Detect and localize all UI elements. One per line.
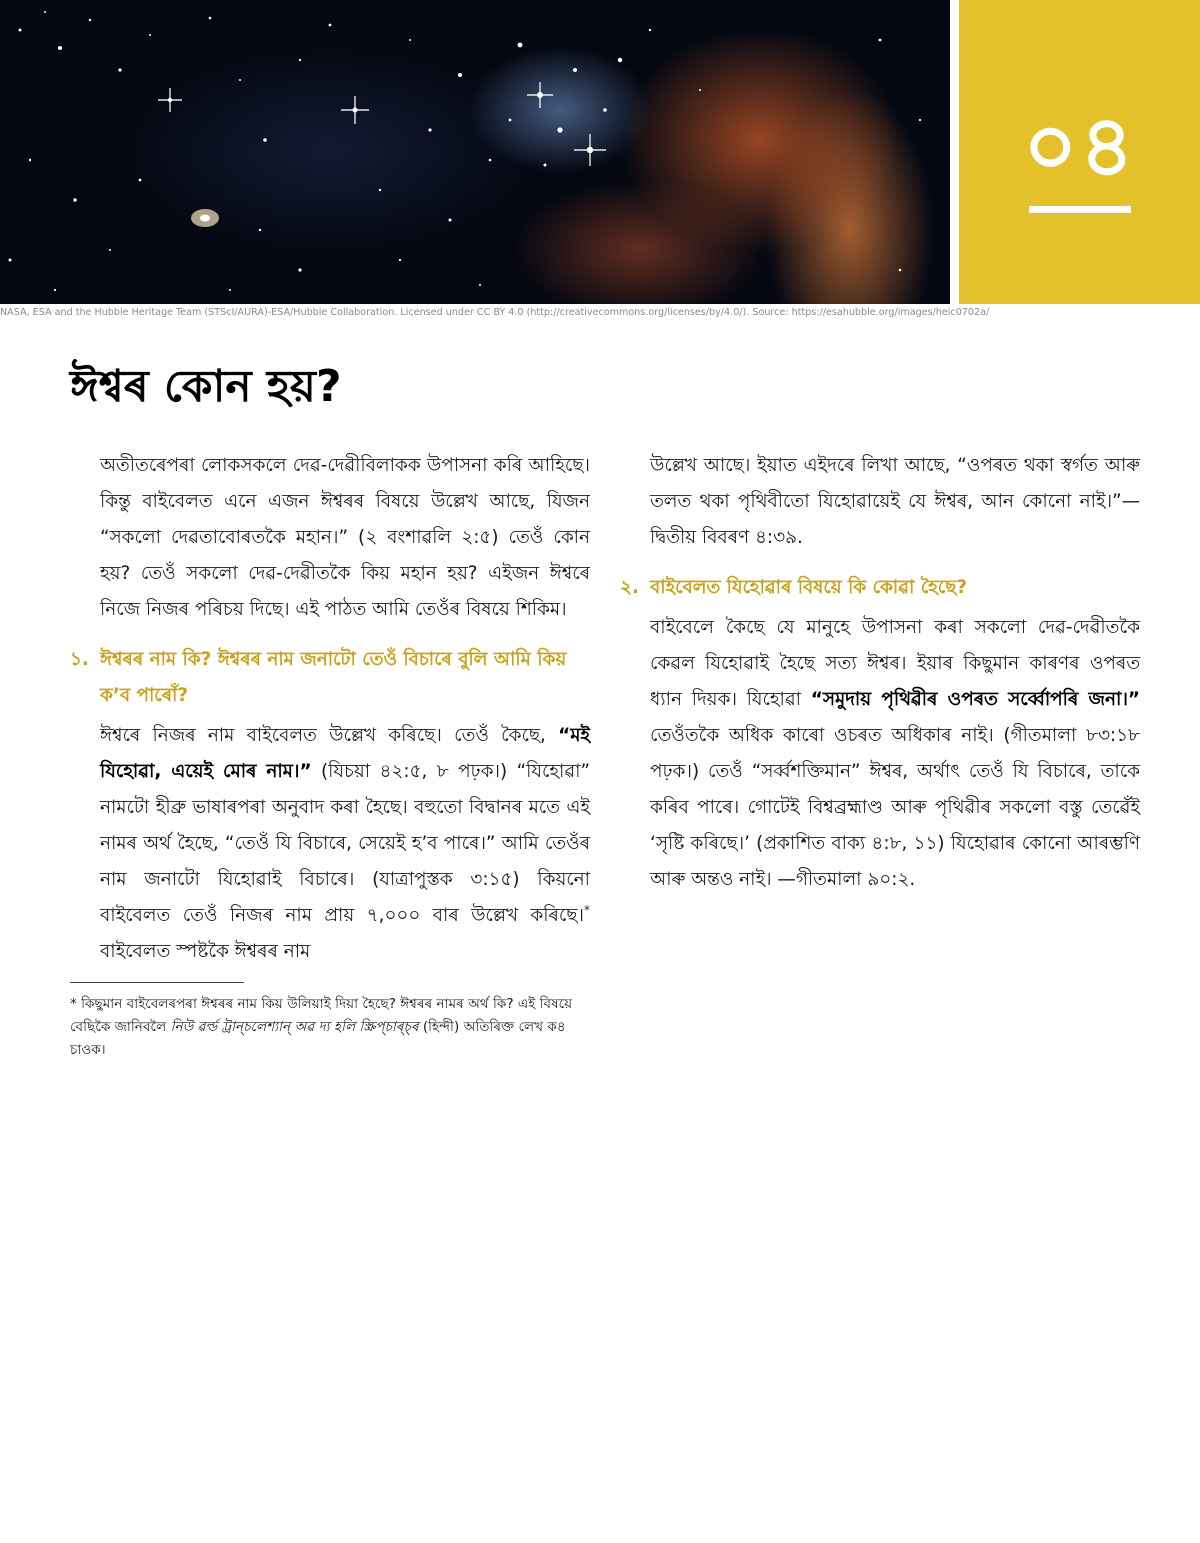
question-2-answer bbox=[620, 610, 1140, 898]
page-title: ঈশ্বৰ কোন হয়? bbox=[70, 361, 342, 412]
intro-paragraph: অতীতৰেপৰা লোকসকলে দেৱ-দেৱীবিলাকক উপাসনা কৰি আহিছে। কিন্তু বাইবেলত এনে এজন ঈশ্বৰৰ বিষয়ে উল্লেখ আছে, যিজন “সকলো দেৱতাবোৰতকৈ মহান।” (২ বংশাৱলি ২:৫) তেওঁ কোন হয়? তেওঁ সকলো দেৱ-দেৱীতকৈ কিয় মহান হয়? এইজন ঈশ্বৰে নিজে নিজৰ পৰিচয় দিছে। এই পাঠত আমি তেওঁৰ বিষয়ে শিকিম। bbox=[100, 455, 590, 620]
question-1-answer bbox=[70, 718, 590, 970]
question-2-number: ২. bbox=[620, 577, 639, 598]
footnote-italic: নিউ ৱৰ্ল্ড ট্ৰান্‌চলেশ্যান্‌ অৱ দ্য হলি স্ক্ৰিপ্‌চাৰ্‌চ্‌ৰ bbox=[170, 1019, 419, 1035]
nebula-image bbox=[0, 0, 950, 304]
question-1-answer-continued: উল্লেখ আছে। ইয়াত এইদৰে লিখা আছে, “ওপৰত থকা স্বৰ্গত আৰু তলত থকা পৃথিবীতো যিহোৱায়েই যে ঈশ্বৰ, আন কোনো নাই।”—দ্বিতীয় বিবৰণ ৪:৩৯. bbox=[650, 455, 1140, 548]
chapter-number: ০৪ bbox=[1022, 97, 1137, 195]
footnote-divider bbox=[70, 982, 244, 983]
question-1-heading bbox=[70, 642, 590, 714]
chapter-badge bbox=[959, 0, 1200, 304]
answer-1-rest: (যিচয়া ৪২:৫, ৮ পঢ়ক।) “যিহোৱা” নামটো হীব্রু ভাষাৰপৰা অনুবাদ কৰা হৈছে। বহুতো বিদ্বানৰ মতে এই নামৰ অৰ্থ হৈছে, “তেওঁ যি বিচাৰে, সেয়েই হ’ব পাৰে।” আমি তেওঁৰ নাম জনাটো যিহোৱাই বিচাৰে। (যাত্রাপুস্তক ৩:১৫) কিয়নো বাইবেলত তেওঁ নিজৰ নাম প্ৰায় ৭,০০০ বাৰ উল্লেখ কৰিছে। bbox=[100, 761, 590, 926]
answer-2-rest: তেওঁতকৈ অধিক কাৰো ওচৰত অধিকাৰ নাই। (গীতমালা ৮৩:১৮ পঢ়ক।) তেওঁ “সৰ্ব্বশক্তিমান” ঈশ্বৰ, অৰ্থাৎ তেওঁ যি বিচাৰে, তাকে কৰিব পাৰে। গোটেই বিশ্বব্ৰহ্মাণ্ড আৰু পৃথিৱীৰ সকলো বস্তু তেৱেঁই ‘সৃষ্টি কৰিছে।’ (প্ৰকাশিত বাক্য ৪:৮, ১১) যিহোৱাৰ কোনো আৰম্ভণি আৰু অন্তও নাই। —গীতমালা ৯০:২. bbox=[650, 725, 1140, 890]
answer-2-quote: “সমুদায় পৃথিৱীৰ ওপৰত সৰ্ব্বোপৰি জনা।” bbox=[810, 689, 1140, 710]
left-column bbox=[70, 448, 590, 1062]
image-credit: NASA, ESA and the Hubble Heritage Team (STScI/AURA)-ESA/Hubble Collaboration. Licensed under CC BY 4.0 (http://creativecommons.org/licenses/by/4.0/). Source: https://esahubble.org/images/heic0702a/ bbox=[0, 307, 990, 318]
footnote-text: কিছুমান বাইবেলৰপৰা ঈশ্বৰৰ নাম কিয় উলিয়াই দিয়া হৈছে? ঈশ্বৰৰ নামৰ অৰ্থ কি? এই বিষয়ে বেছিকৈ জানিবলৈ bbox=[70, 996, 573, 1035]
footnote bbox=[70, 993, 590, 1062]
chapter-underline bbox=[1029, 206, 1131, 213]
answer-1-quote: “মই যিহোৱা, এয়েই মোৰ নাম।” bbox=[100, 725, 590, 782]
footnote-text-end: (হিন্দী) অতিৰিক্ত লেখ ক৪ চাওক। bbox=[70, 1019, 566, 1058]
star-field bbox=[0, 0, 950, 304]
right-column bbox=[620, 448, 1140, 898]
question-2-heading bbox=[620, 570, 1140, 606]
footnote-mark: * bbox=[70, 996, 77, 1012]
answer-1-tail: বাইবেলত স্পষ্টকৈ ঈশ্বৰৰ নাম bbox=[100, 941, 311, 962]
question-1-number: ১. bbox=[70, 649, 89, 670]
answer-2-text: বাইবেলে কৈছে যে মানুহে উপাসনা কৰা সকলো দেৱ-দেৱীতকৈ কেৱল যিহোৱাই হৈছে সত্য ঈশ্বৰ। ইয়াৰ কিছুমান কাৰণৰ ওপৰত ধ্যান দিয়ক। যিহোৱা bbox=[650, 617, 1140, 710]
question-1-text: ঈশ্বৰৰ নাম কি? ঈশ্বৰৰ নাম জনাটো তেওঁ বিচাৰে বুলি আমি কিয় ক’ব পাৰোঁ? bbox=[100, 649, 567, 706]
question-2-text: বাইবেলত যিহোৱাৰ বিষয়ে কি কোৱা হৈছে? bbox=[650, 577, 968, 598]
footnote-marker[interactable]: * bbox=[584, 902, 590, 917]
answer-1-text: ঈশ্বৰে নিজৰ নাম বাইবেলত উল্লেখ কৰিছে। তেওঁ কৈছে, bbox=[100, 725, 546, 746]
